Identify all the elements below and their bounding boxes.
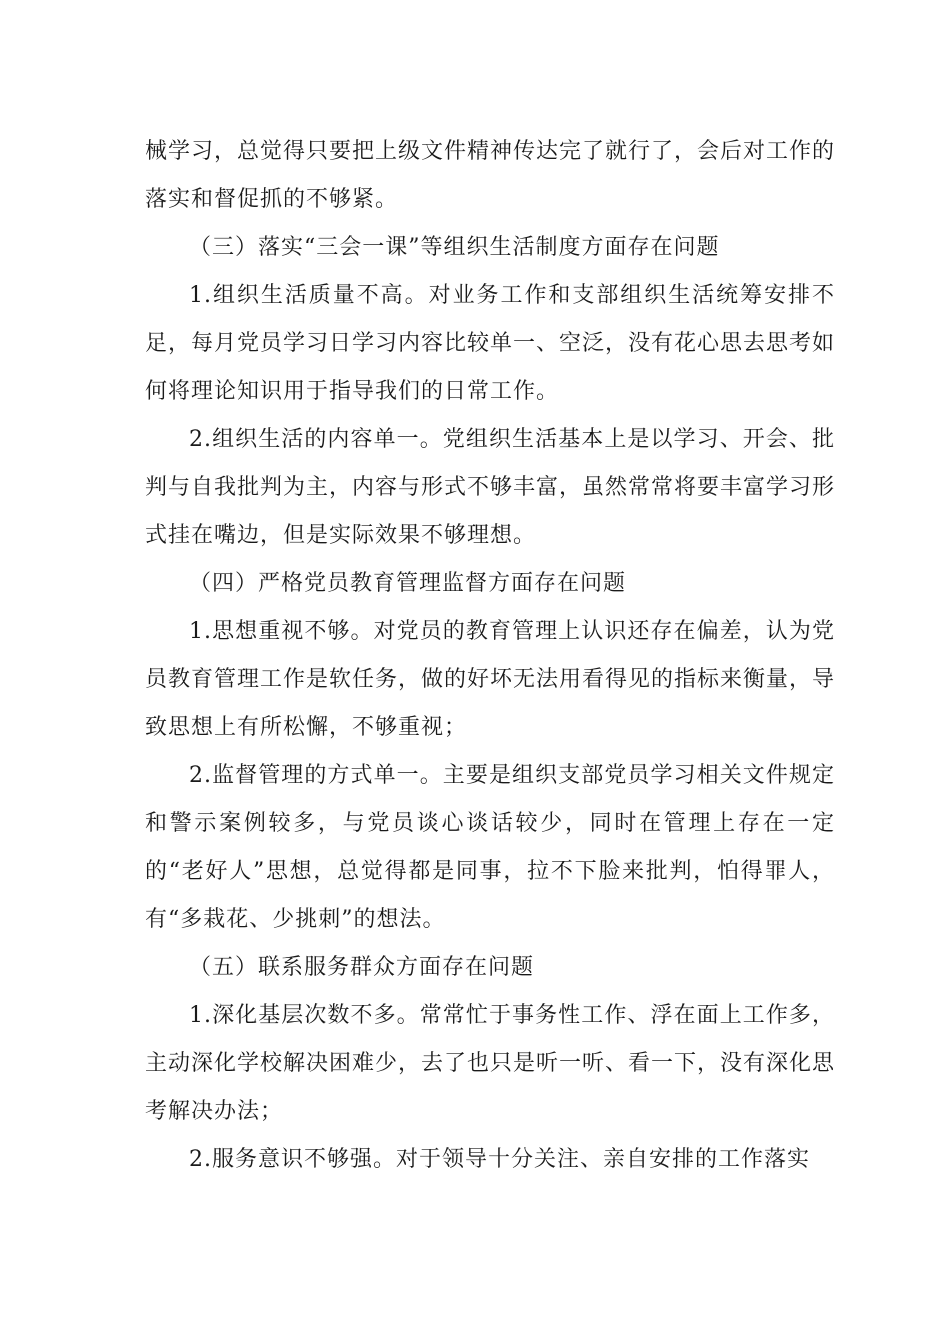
paragraph-3-2: 2.组织生活的内容单一。党组织生活基本上是以学习、开会、批判与自我批判为主，内容与形式不够丰富，虽然常常将要丰富学习形式挂在嘴边，但是实际效果不够理想。 [145, 427, 836, 548]
paragraph-5-2: 2.服务意识不够强。对于领导十分关注、亲自安排的工作落实 [189, 1147, 810, 1172]
paragraph-3-1: 1.组织生活质量不高。对业务工作和支部组织生活统筹安排不足，每月党员学习日学习内容比较单一、空泛，没有花心思去思考如何将理论知识用于指导我们的日常工作。 [145, 283, 836, 404]
section-heading-3: （三）落实“三会一课”等组织生活制度方面存在问题 [189, 235, 720, 260]
paragraph-4-2: 2.监督管理的方式单一。主要是组织支部党员学习相关文件规定和警示案例较多，与党员谈心谈话较少，同时在管理上存在一定的“老好人”思想，总觉得都是同事，拉不下脸来批判，怕得罪人，有“多栽花、少挑刺”的想法。 [145, 763, 835, 932]
section-heading-5: （五）联系服务群众方面存在问题 [189, 955, 535, 980]
paragraph-4-1: 1.思想重视不够。对党员的教育管理上认识还存在偏差，认为党员教育管理工作是软任务，做的好坏无法用看得见的指标来衡量，导致思想上有所松懈，不够重视； [145, 619, 836, 740]
section-heading-4: （四）严格党员教育管理监督方面存在问题 [189, 571, 627, 596]
paragraph-5-1: 1.深化基层次数不多。常常忙于事务性工作、浮在面上工作多，主动深化学校解决困难少，去了也只是听一听、看一下，没有深化思考解决办法； [145, 1003, 836, 1124]
document-body [145, 128, 835, 1184]
paragraph-continued: 械学习，总觉得只要把上级文件精神传达完了就行了，会后对工作的落实和督促抓的不够紧。 [145, 139, 836, 212]
